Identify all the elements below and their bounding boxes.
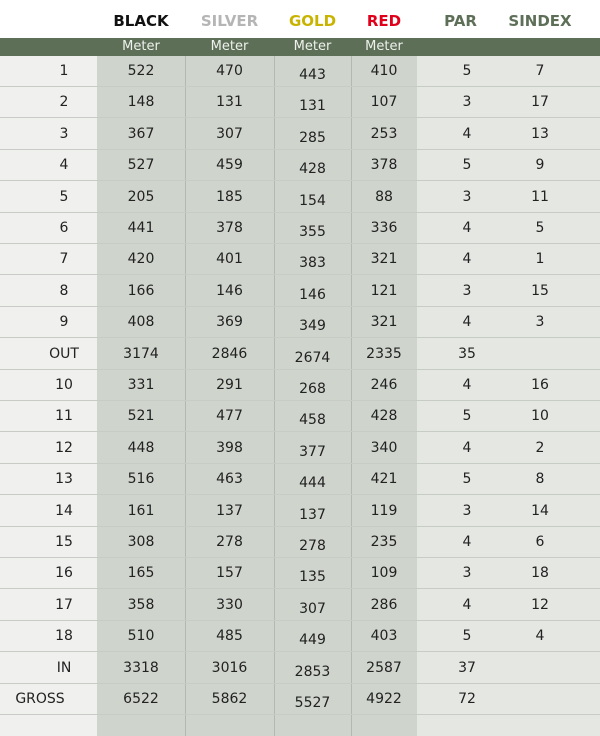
red-meter-cell: 321 [370,314,398,331]
gold-meter-cell: 146 [299,286,326,303]
unit-black: Meter [122,39,160,54]
red-meter-cell: 2587 [366,659,402,676]
red-meter-cell: 109 [370,565,398,582]
red-meter-cell: 88 [375,188,393,205]
gold-meter-cell: 428 [299,161,326,178]
par-cell: 37 [458,659,476,676]
hole-cell: OUT [49,345,79,362]
sindex-cell: 5 [535,220,545,236]
black-meter-cell: 516 [127,471,155,488]
red-meter-cell: 235 [370,534,398,550]
black-meter-cell: 358 [127,596,155,613]
black-meter-cell: 367 [127,125,155,142]
header-par: PAR [444,12,477,30]
par-cell: 4 [462,377,472,393]
unit-gold: Meter [293,39,332,54]
unit-silver: Meter [210,39,249,54]
gold-meter-cell: 377 [299,443,326,460]
red-meter-cell: 107 [370,94,398,111]
black-meter-cell: 448 [127,439,155,456]
par-cell: 4 [462,534,472,550]
sindex-cell: 4 [535,628,545,645]
header-sindex: SINDEX [508,12,572,30]
black-meter-cell: 331 [127,377,155,393]
par-cell: 4 [462,314,472,331]
red-meter-cell: 340 [370,439,398,456]
gold-meter-cell: 131 [299,98,326,115]
sindex-cell: 15 [531,282,549,299]
hole-cell: GROSS [15,691,65,707]
sindex-cell: 10 [531,408,549,425]
black-meter-cell: 3174 [123,345,159,362]
red-meter-cell: 321 [370,251,398,268]
black-meter-cell: 205 [127,188,155,205]
hole-cell: 13 [55,471,73,488]
red-meter-cell: 336 [370,220,398,236]
gold-meter-cell: 2674 [294,349,331,366]
table-row [0,558,600,589]
red-meter-cell: 286 [370,596,398,613]
sindex-cell [490,653,590,684]
red-meter-cell: 2335 [366,345,402,362]
hole-cell: 9 [59,314,69,331]
table-row [0,433,600,464]
par-cell: 4 [462,439,472,456]
header-red: RED [366,12,402,30]
header-gold: GOLD [288,12,337,30]
silver-meter-cell: 146 [216,282,243,299]
gold-meter-cell: 383 [299,255,326,272]
silver-meter-cell: 278 [216,534,243,550]
sindex-cell: 2 [535,439,545,456]
hole-cell: 14 [55,502,73,519]
gold-meter-cell: 5527 [294,695,331,711]
par-cell: 35 [458,345,476,362]
table-row [0,87,600,118]
par-cell: 4 [462,220,472,236]
silver-meter-cell: 477 [216,408,243,425]
gold-meter-cell: 449 [299,632,326,649]
sindex-cell: 16 [531,377,549,393]
par-cell: 4 [462,125,472,142]
silver-meter-cell: 5862 [211,691,248,707]
silver-meter-cell: 459 [216,157,243,174]
black-meter-cell: 161 [127,502,155,519]
gold-meter-cell: 2853 [294,663,331,680]
silver-meter-cell: 463 [216,471,243,488]
par-cell: 3 [462,188,472,205]
black-meter-cell: 527 [127,157,155,174]
header-black: BLACK [113,12,169,30]
black-meter-cell: 148 [127,94,155,111]
hole-cell: 15 [55,534,73,550]
red-meter-cell: 121 [370,282,398,299]
silver-meter-cell: 330 [216,596,243,613]
hole-cell: IN [56,659,72,676]
sindex-cell: 17 [531,94,549,111]
black-meter-cell: 408 [127,314,155,331]
red-meter-cell: 410 [370,63,398,79]
table-row [0,213,600,244]
silver-meter-cell: 291 [216,377,243,393]
sindex-cell [490,339,590,370]
hole-cell: 16 [55,565,73,582]
hole-cell: 1 [59,63,69,79]
sindex-cell: 7 [535,63,545,79]
par-cell: 3 [462,282,472,299]
hole-cell: 8 [59,282,69,299]
par-cell: 3 [462,565,472,582]
par-cell: 5 [462,157,472,174]
table-row [0,621,600,652]
table-row [0,590,600,621]
hole-cell: 2 [59,94,69,111]
black-meter-cell: 522 [127,63,155,79]
table-row [0,401,600,432]
hole-cell: 18 [55,628,73,645]
black-meter-cell: 521 [127,408,155,425]
sindex-cell: 11 [531,188,549,205]
table-row [0,182,600,213]
sindex-cell: 18 [531,565,549,582]
table-row [0,527,600,558]
gold-meter-cell: 349 [299,318,326,335]
par-cell: 4 [462,251,472,268]
table-row [0,653,600,684]
red-meter-cell: 378 [370,157,398,174]
table-row [0,464,600,495]
black-meter-cell: 510 [127,628,155,645]
black-meter-cell: 3318 [123,659,159,676]
silver-meter-cell: 185 [216,188,243,205]
table-row [0,307,600,338]
black-meter-cell: 165 [127,565,155,582]
table-row [0,276,600,307]
sindex-cell: 14 [531,502,549,519]
hole-cell: 5 [59,188,69,205]
table-row [0,370,600,401]
gold-meter-cell: 285 [299,129,326,146]
silver-meter-cell: 485 [216,628,243,645]
par-cell: 5 [462,63,472,79]
par-cell: 4 [462,596,472,613]
unit-red: Meter [365,39,403,54]
silver-meter-cell: 157 [216,565,243,582]
par-cell: 3 [462,502,472,519]
sindex-cell: 9 [535,157,545,174]
sindex-cell: 8 [535,471,545,488]
par-cell: 3 [462,94,472,111]
sindex-cell: 3 [535,314,545,331]
gold-meter-cell: 135 [299,569,326,586]
silver-meter-cell: 369 [216,314,243,331]
silver-meter-cell: 378 [216,220,243,236]
par-cell: 5 [462,408,472,425]
silver-meter-cell: 137 [216,502,243,519]
gold-meter-cell: 355 [299,224,326,240]
table-row [0,56,600,87]
silver-meter-cell: 131 [216,94,243,111]
sindex-cell: 12 [531,596,549,613]
black-meter-cell: 6522 [123,691,159,707]
red-meter-cell: 253 [370,125,398,142]
silver-meter-cell: 401 [216,251,243,268]
par-cell: 5 [462,471,472,488]
black-meter-cell: 166 [127,282,155,299]
table-row [0,496,600,527]
gold-meter-cell: 307 [299,600,326,617]
sindex-cell: 1 [535,251,545,268]
red-meter-cell: 403 [370,628,398,645]
hole-cell: 7 [59,251,69,268]
hole-cell: 10 [55,377,73,393]
gold-meter-cell: 137 [299,506,326,523]
silver-meter-cell: 398 [216,439,243,456]
hole-cell: 6 [59,220,69,236]
black-meter-cell: 441 [127,220,155,236]
hole-cell: 11 [55,408,73,425]
gold-meter-cell: 268 [299,381,326,397]
black-meter-cell: 308 [127,534,155,550]
table-row [0,684,600,715]
hole-cell: 3 [59,125,69,142]
par-cell: 72 [458,691,476,707]
red-meter-cell: 246 [370,377,398,393]
gold-meter-cell: 443 [299,67,326,83]
hole-cell: 4 [59,157,69,174]
par-cell: 5 [462,628,472,645]
sindex-cell [490,684,590,715]
silver-meter-cell: 307 [216,125,243,142]
table-row [0,244,600,275]
red-meter-cell: 421 [370,471,398,488]
silver-meter-cell: 2846 [211,345,248,362]
gold-meter-cell: 154 [299,192,326,209]
hole-cell: 17 [55,596,73,613]
header-silver: SILVER [200,12,259,30]
table-row [0,339,600,370]
sindex-cell: 13 [531,125,549,142]
black-meter-cell: 420 [127,251,155,268]
table-row [0,150,600,181]
gold-meter-cell: 278 [299,538,326,554]
silver-meter-cell: 470 [216,63,243,79]
silver-meter-cell: 3016 [211,659,248,676]
sindex-cell: 6 [535,534,545,550]
gold-meter-cell: 444 [299,475,326,492]
hole-cell: 12 [55,439,73,456]
red-meter-cell: 428 [370,408,398,425]
table-row [0,119,600,150]
red-meter-cell: 119 [370,502,398,519]
gold-meter-cell: 458 [299,412,326,429]
red-meter-cell: 4922 [366,691,402,707]
